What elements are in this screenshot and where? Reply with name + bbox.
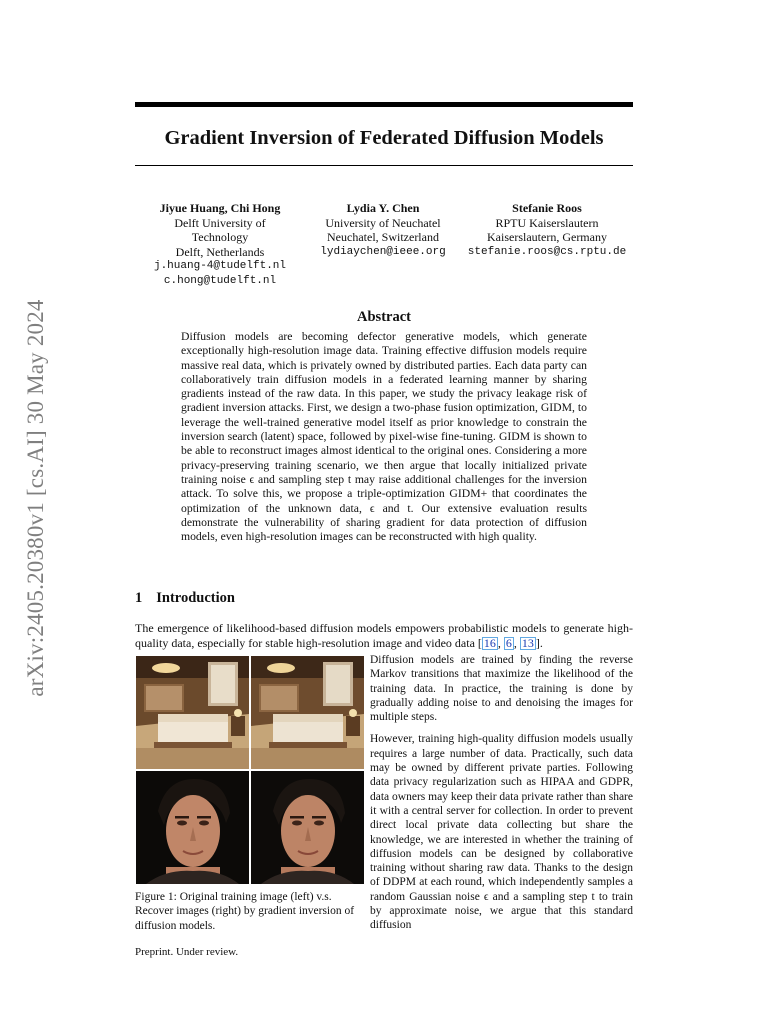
section-number: 1 <box>135 590 143 606</box>
citation-link[interactable]: 13 <box>521 635 534 650</box>
title-top-rule <box>135 102 633 107</box>
author-block-2 <box>315 201 451 259</box>
author-email[interactable]: c.hong@tudelft.nl <box>163 274 277 287</box>
title-bottom-rule <box>135 165 633 166</box>
author-location: Neuchatel, Switzerland <box>327 230 439 245</box>
face-recovered-image <box>251 771 364 884</box>
author-name: Lydia Y. Chen <box>346 201 420 215</box>
arxiv-stamp-text: arXiv:2405.20380v1 [cs.AI] 30 May 2024 <box>23 299 48 697</box>
intro-text: The emergence of likelihood-based diffusion models empowers probabilistic models to generate high-quality data, especially for stable high-resolution image and video data <box>135 621 633 650</box>
author-name: Stefanie Roos <box>512 201 582 215</box>
citation-link[interactable]: 6 <box>505 635 512 650</box>
author-affiliation: Delft University of Technology <box>174 215 266 245</box>
abstract-text: Diffusion models are becoming defector generative models, which generate exceptionally high-resolution image data. Training effective diffusion models require massive real data, which is privately owned by distributed parties. Each data party can collaboratively train diffusion models in a federated learning manner by sharing gradients instead of the raw data. In this paper, we study the privacy leakage risk of gradient inversion attacks. First, we design a two-phase fusion optimization, GIDM, to leverage the well-trained generative model itself as prior knowledge to constrain the inversion search (latent) space, followed by pixel-wise fine-tuning. GIDM is shown to be able to reconstruct images almost identical to the original ones. Considering a more privacy-preserving training scenario, we then argue that locally initialized private training noise ϵ and sampling step t may raise additional challenges for the inversion attack. To solve this, we propose a triple-optimization GIDM+ that coordinates the optimization of the unknown data, ϵ and t. Our extensive evaluation results demonstrate the vulnerability of sharing gradient for data protection of diffusion models, even high-resolution images can be reconstructed with high quality. <box>181 330 587 544</box>
paper-title: Gradient Inversion of Federated Diffusion Models <box>164 127 604 149</box>
author-affiliation: University of Neuchatel <box>325 215 441 230</box>
paragraph: However, training high-quality diffusion models usually requires a large number of data. Practically, such data may be owned by different private parties. Following data privacy regularization such as HIPAA and GDPR, data owners may keep their data private rather than share it with a central server for collection. In order to prevent direct local private data collecting but share the knowledge, we are interested in whether the training of diffusion models can be designed by collaborative training without sharing raw data. Thanks to the design of DDPM at each round, which independently samples a random Gaussian noise ϵ and a sampling step t to train by approximate noise, we argue that this standard diffusion <box>370 733 633 932</box>
author-list <box>135 201 633 287</box>
author-name: Jiyue Huang, Chi Hong <box>159 201 281 215</box>
author-email[interactable]: stefanie.roos@cs.rptu.de <box>467 245 627 258</box>
intro-right-column <box>370 653 633 941</box>
author-block-1 <box>145 201 295 289</box>
section-heading <box>135 590 235 607</box>
figure-caption: Figure 1: Original training image (left) v.s. Recover images (right) by gradient inversion of diffusion models. <box>135 891 355 932</box>
section-title: Introduction <box>156 590 235 606</box>
author-block-3 <box>461 201 633 259</box>
face-original-image <box>136 771 249 884</box>
paragraph: Diffusion models are trained by finding the reverse Markov transitions that maximize the likelihood of the training data. In practice, the training is done by gradually adding noise to and denoising the images for multiple steps. <box>370 654 633 724</box>
footer-note: Preprint. Under review. <box>135 946 239 958</box>
figure-1 <box>136 656 364 884</box>
citation-link[interactable]: 16 <box>483 635 496 650</box>
author-location: Kaiserslautern, Germany <box>487 230 607 245</box>
author-email[interactable]: j.huang-4@tudelft.nl <box>153 260 287 273</box>
intro-end-punct: . <box>539 635 543 650</box>
bedroom-original-image <box>136 656 249 769</box>
intro-first-paragraph: The emergence of likelihood-based diffusion models empowers probabilistic models to generate high-quality data, especially for stable high-resolution image and video data [ 16 , 6 , 13 ]. <box>135 621 633 650</box>
author-affiliation: RPTU Kaiserslautern <box>495 215 599 230</box>
bedroom-recovered-image <box>251 656 364 769</box>
abstract-heading: Abstract <box>357 309 411 325</box>
author-email[interactable]: lydiaychen@ieee.org <box>320 245 446 258</box>
author-location: Delft, Netherlands <box>175 244 265 259</box>
